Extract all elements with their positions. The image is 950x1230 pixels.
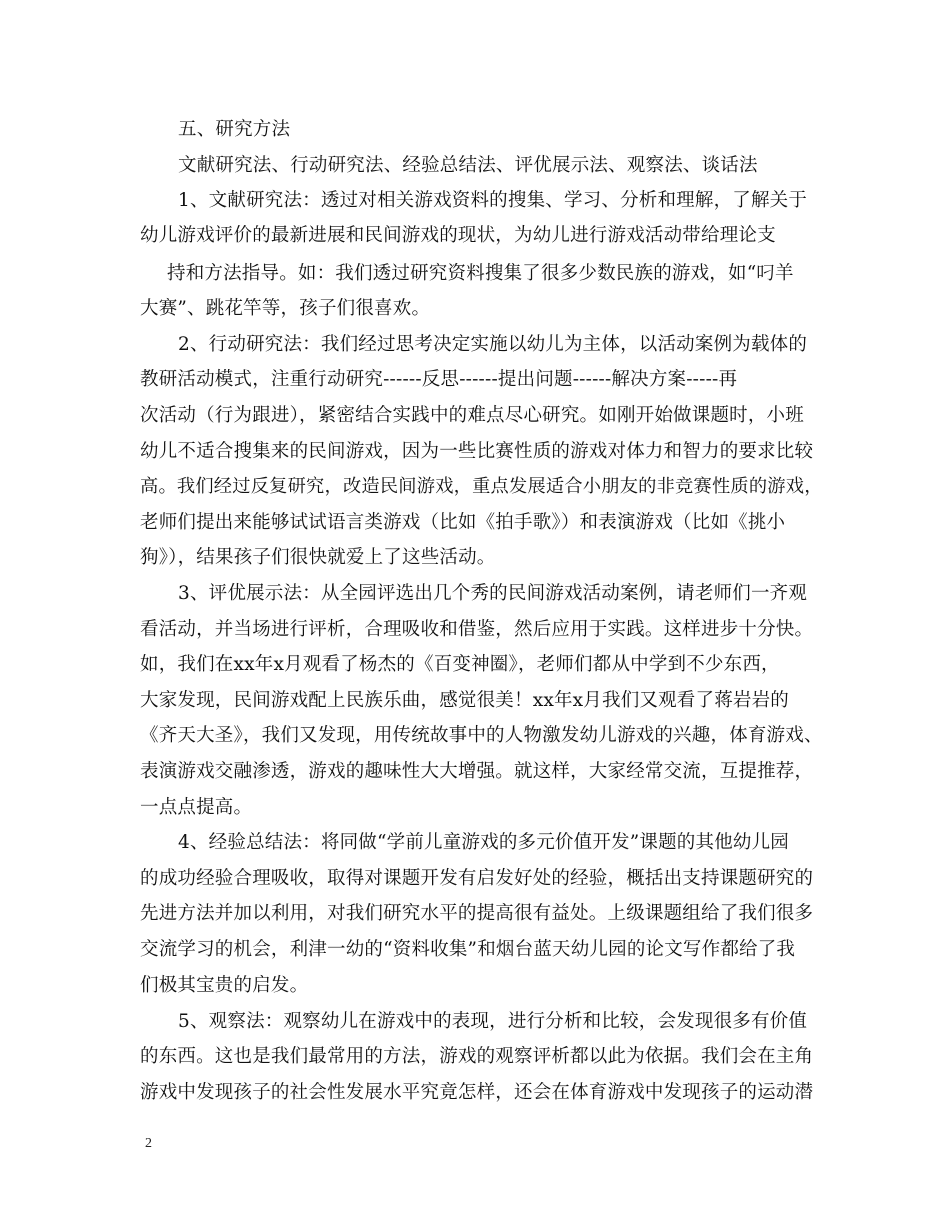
- text-line: 的成功经验合理吸收，取得对课题开发有启发好处的经验，概括出支持课题研究的: [140, 868, 814, 889]
- text-line: 如，我们在xx年x月观看了杨杰的《百变神圈》，老师们都从中学到不少东西，: [140, 654, 780, 675]
- text-line: 大赛”、跳花竿等，孩子们很喜欢。: [140, 298, 431, 319]
- text-line: 文献研究法、行动研究法、经验总结法、评优展示法、观察法、谈话法: [178, 155, 758, 176]
- text-line: 高。我们经过反复研究，改造民间游戏，重点发展适合小朋友的非竞赛性质的游戏，: [140, 476, 823, 497]
- text-line: 4、经验总结法：将同做“学前儿童游戏的多元价值开发”课题的其他幼儿园: [178, 832, 789, 853]
- text-line: 《齐天大圣》，我们又发现，用传统故事中的人物激发幼儿游戏的兴趣，体育游戏、: [140, 725, 823, 746]
- text-line: 持和方法指导。如：我们透过研究资料搜集了很多少数民族的游戏，如“叼羊: [167, 263, 794, 284]
- text-line: 3、评优展示法：从全园评选出几个秀的民间游戏活动案例，请老师们一齐观: [178, 583, 808, 604]
- text-line: 们极其宝贵的启发。: [140, 975, 309, 996]
- page-number: 2: [145, 1136, 152, 1151]
- text-line: 大家发现，民间游戏配上民族乐曲，感觉很美！xx年x月我们又观看了蒋岩岩的: [140, 690, 790, 711]
- text-line: 5、观察法：观察幼儿在游戏中的表现，进行分析和比较，会发现很多有价值: [178, 1011, 808, 1032]
- text-line: 交流学习的机会，利津一幼的“资料收集”和烟台蓝天幼儿园的论文写作都给了我: [140, 939, 796, 960]
- text-line: 2、行动研究法：我们经过思考决定实施以幼儿为主体，以活动案例为载体的: [178, 334, 808, 355]
- text-line: 先进方法并加以利用，对我们研究水平的提高很有益处。上级课题组给了我们很多: [140, 903, 814, 924]
- text-line: 一点点提高。: [140, 797, 253, 818]
- text-line: 表演游戏交融渗透，游戏的趣味性大大增强。就这样，大家经常交流，互提推荐，: [140, 761, 814, 782]
- text-line: 游戏中发现孩子的社会性发展水平究竟怎样，还会在体育游戏中发现孩子的运动潜: [140, 1082, 814, 1103]
- text-line: 幼儿不适合搜集来的民间游戏，因为一些比赛性质的游戏对体力和智力的要求比较: [140, 441, 814, 462]
- text-line: 看活动，并当场进行评析，合理吸收和借鉴，然后应用于实践。这样进步十分快。: [140, 619, 814, 640]
- text-line: 幼儿游戏评价的最新进展和民间游戏的现状，为幼儿进行游戏活动带给理论支: [140, 225, 776, 246]
- text-line: 狗》），结果孩子们很快就爱上了这些活动。: [140, 547, 496, 568]
- text-line: 1、文献研究法：透过对相关游戏资料的搜集、学习、分析和理解，了解关于: [178, 190, 808, 211]
- text-line: 老师们提出来能够试试语言类游戏（比如《拍手歌》）和表演游戏（比如《挑小: [140, 512, 786, 533]
- text-line: 教研活动模式，注重行动研究------反思------提出问题------解决方案-----再: [140, 369, 738, 390]
- text-line: 的东西。这也是我们最常用的方法，游戏的观察评析都以此为依据。我们会在主角: [140, 1046, 814, 1067]
- section-heading: 五、研究方法: [178, 119, 291, 140]
- text-line: 次活动（行为跟进），紧密结合实践中的难点尽心研究。如刚开始做课题时，小班: [140, 405, 804, 426]
